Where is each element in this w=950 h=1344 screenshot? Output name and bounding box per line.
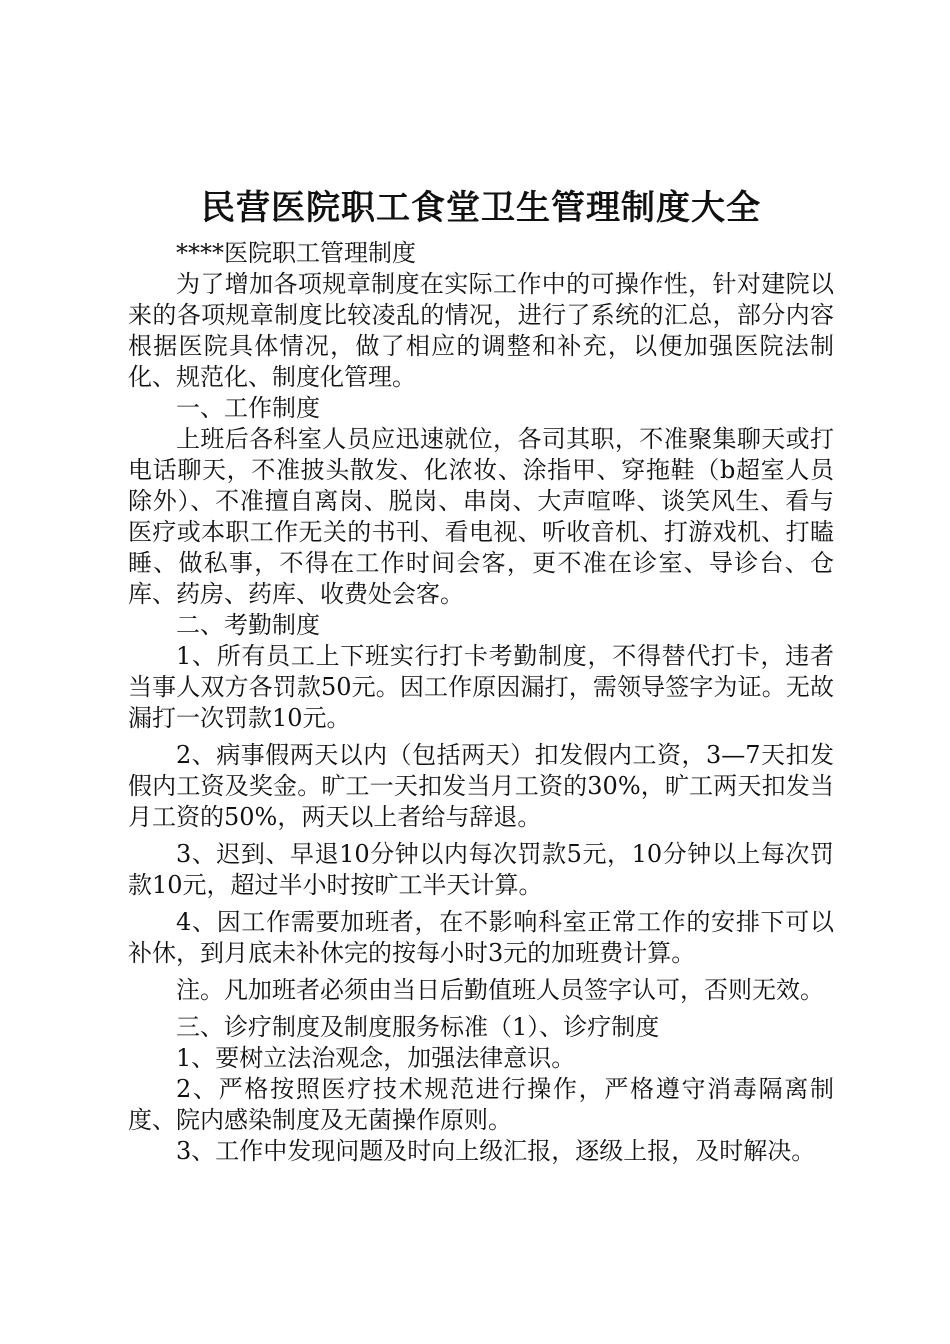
work-rules-paragraph: 上班后各科室人员应迅速就位，各司其职，不准聚集聊天或打电话聊天，不准披头散发、化浓妆、涂指甲、穿拖鞋（b超室人员除外）、不准擅自离岗、脱岗、串岗、大声喧哗、谈笑风生、看与医疗或本职工作无关的书刊、看电视、听收音机、打游戏机、打瞌睡、做私事，不得在工作时间会客，更不准在诊室、导诊台、仓库、药房、药库、收费处会客。	[128, 425, 834, 608]
diagnosis-item-1: 1、要树立法治观念，加强法律意识。	[176, 1044, 576, 1072]
document-page	[128, 180, 834, 1167]
diagnosis-item-2: 2、严格按照医疗技术规范进行操作，严格遵守消毒隔离制度、院内感染制度及无菌操作原则。	[128, 1075, 834, 1134]
document-title: 民营医院职工食堂卫生管理制度大全	[201, 188, 761, 228]
attendance-item-3: 3、迟到、早退10分钟以内每次罚款5元，10分钟以上每次罚款10元，超过半小时按旷工半天计算。	[128, 840, 834, 899]
section-heading-diagnosis: 三、诊疗制度及制度服务标准（1）、诊疗制度	[176, 1013, 660, 1041]
attendance-item-4: 4、因工作需要加班者，在不影响科室正常工作的安排下可以补休，到月底未补休完的按每小时3元的加班费计算。	[128, 908, 834, 967]
intro-paragraph: 为了增加各项规章制度在实际工作中的可操作性，针对建院以来的各项规章制度比较凌乱的情况，进行了系统的汇总，部分内容根据医院具体情况，做了相应的调整和补充，以便加强医院法制化、规范化、制度化管理。	[128, 270, 834, 391]
section-heading-work-rules: 一、工作制度	[176, 394, 320, 422]
attendance-item-1: 1、所有员工上下班实行打卡考勤制度，不得替代打卡，违者当事人双方各罚款50元。因工作原因漏打，需领导签字为证。无故漏打一次罚款10元。	[128, 642, 834, 732]
section-heading-hospital-rules: ****医院职工管理制度	[176, 239, 416, 267]
attendance-note: 注。凡加班者必须由当日后勤值班人员签字认可，否则无效。	[176, 976, 824, 1004]
attendance-item-2: 2、病事假两天以内（包括两天）扣发假内工资，3—7天扣发假内工资及奖金。旷工一天扣发当月工资的30%，旷工两天扣发当月工资的50%，两天以上者给与辞退。	[128, 741, 834, 831]
diagnosis-item-3: 3、工作中发现问题及时向上级汇报，逐级上报，及时解决。	[176, 1137, 816, 1165]
section-heading-attendance: 二、考勤制度	[176, 611, 320, 639]
